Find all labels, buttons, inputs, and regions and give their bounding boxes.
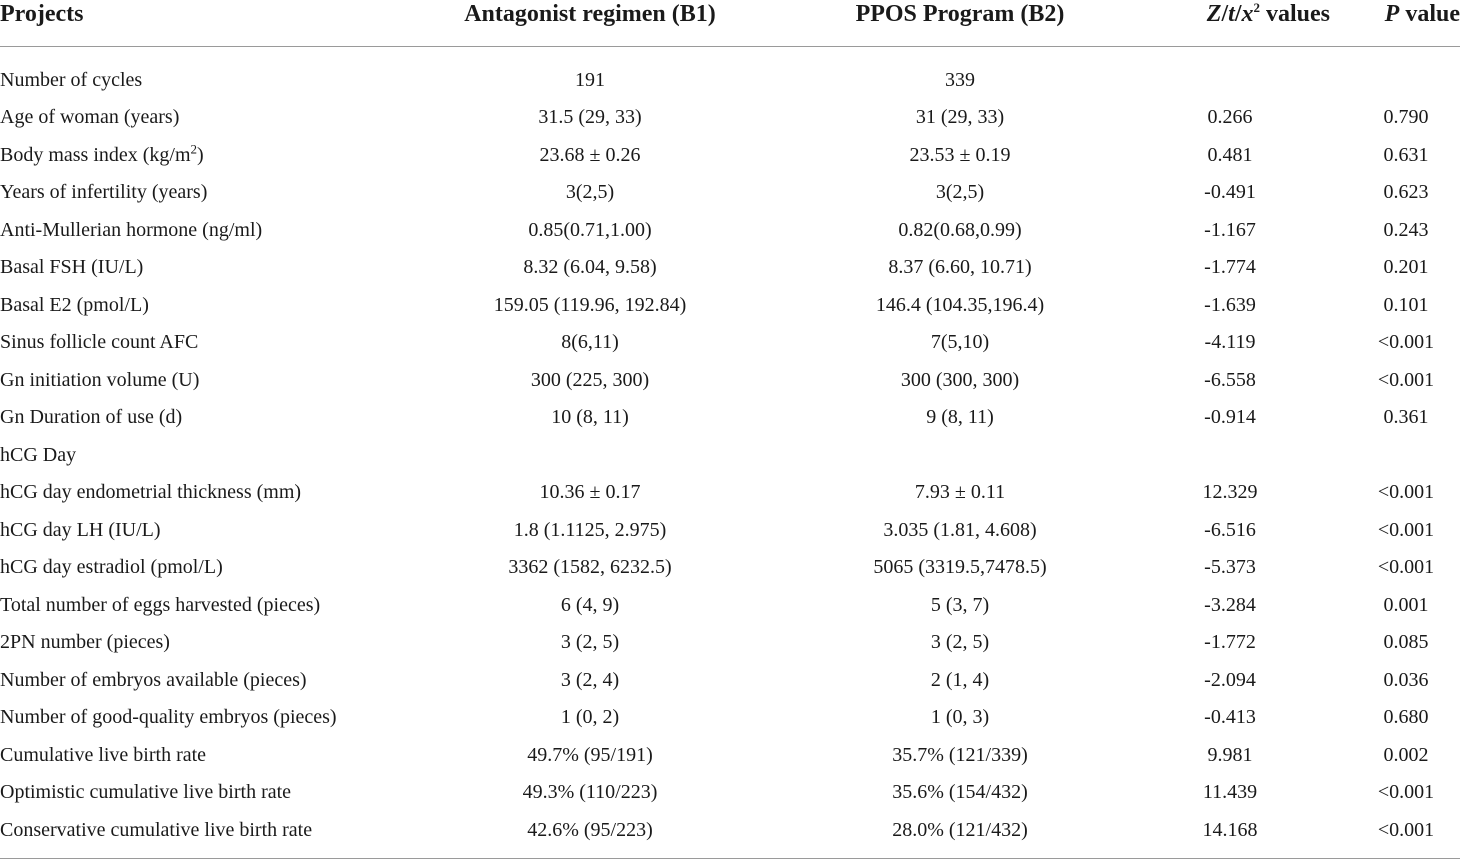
table-row <box>0 286 1460 324</box>
header-test-statistic <box>1100 0 1330 47</box>
p-value: <0.001 <box>1377 781 1435 804</box>
test-statistic-value: 0.481 <box>1207 143 1253 166</box>
ppos-value-cell: 2 (1, 4) <box>930 668 990 691</box>
ppos-value-cell: 5065 (3319.5,7478.5) <box>873 556 1047 579</box>
row-label-cell <box>0 586 400 624</box>
header-row <box>0 0 1460 47</box>
ppos-value-cell: 3.035 (1.81, 4.608) <box>883 518 1037 541</box>
antagonist-value-cell: 3 (2, 4) <box>560 668 620 691</box>
table-row <box>0 661 1460 699</box>
row-label-cell <box>0 474 400 512</box>
table-row <box>0 174 1460 212</box>
p-value-cell <box>1330 361 1460 399</box>
test-statistic-cell <box>1100 586 1330 624</box>
p-value: 0.085 <box>1383 631 1429 654</box>
table-row <box>0 211 1460 249</box>
test-statistic-value: -4.119 <box>1204 331 1256 354</box>
ppos-value-cell: 28.0% (121/432) <box>892 818 1028 841</box>
antagonist-value-cell: 10.36 ± 0.17 <box>539 481 641 504</box>
antagonist-value-cell: 159.05 (119.96, 192.84) <box>493 293 687 316</box>
antagonist-value-cell: 42.6% (95/223) <box>527 818 653 841</box>
row-label-cell <box>0 136 400 174</box>
row-label-cell <box>0 249 400 287</box>
test-statistic-value: -1.639 <box>1204 293 1256 316</box>
table-row <box>0 511 1460 549</box>
table-bottom-rule <box>0 858 1460 859</box>
p-value-cell <box>1330 174 1460 212</box>
p-value: 0.790 <box>1383 106 1429 129</box>
p-value-cell <box>1330 399 1460 437</box>
table-header <box>0 0 1460 47</box>
p-value-cell <box>1330 774 1460 812</box>
test-statistic-cell <box>1100 249 1330 287</box>
p-value: <0.001 <box>1377 818 1435 841</box>
p-value: 0.002 <box>1383 743 1429 766</box>
antagonist-value-cell: 23.68 ± 0.26 <box>539 143 641 166</box>
test-statistic-value: 12.329 <box>1202 481 1258 504</box>
p-value: 0.680 <box>1383 706 1429 729</box>
test-statistic-cell <box>1100 324 1330 362</box>
antagonist-value-cell: 10 (8, 11) <box>551 406 629 429</box>
table-row <box>0 324 1460 362</box>
p-value-cell <box>1330 511 1460 549</box>
table-row <box>0 549 1460 587</box>
row-label: Number of good-quality embryos (pieces) <box>0 706 337 729</box>
antagonist-value-cell: 49.7% (95/191) <box>527 743 653 766</box>
row-label: hCG day LH (IU/L) <box>0 518 161 541</box>
row-label: Basal FSH (IU/L) <box>0 256 144 279</box>
row-label: Gn Duration of use (d) <box>0 406 183 429</box>
header-p-symbol: P <box>1384 1 1400 27</box>
row-label-cell <box>0 211 400 249</box>
p-value-cell <box>1330 624 1460 662</box>
ppos-value-cell: 3(2,5) <box>935 181 985 204</box>
row-label-cell <box>0 324 400 362</box>
table-row <box>0 474 1460 512</box>
ppos-value-cell: 0.82(0.68,0.99) <box>898 218 1022 241</box>
table-row <box>0 586 1460 624</box>
test-statistic-value: -1.167 <box>1204 218 1256 241</box>
row-label-cell <box>0 436 400 474</box>
table-row <box>0 699 1460 737</box>
test-statistic-cell <box>1100 436 1330 474</box>
p-value-cell <box>1330 549 1460 587</box>
p-value-cell <box>1330 249 1460 287</box>
header-values-suffix: values <box>1259 1 1330 27</box>
p-value-cell <box>1330 736 1460 774</box>
row-label-cell <box>0 811 400 849</box>
ppos-value-cell: 339 <box>945 68 975 91</box>
p-value: 0.201 <box>1383 256 1429 279</box>
p-value: <0.001 <box>1377 331 1435 354</box>
header-x-superscript: 2 <box>1253 0 1260 15</box>
table-spacer-cell <box>0 47 1460 62</box>
row-label: Cumulative live birth rate <box>0 743 207 766</box>
ppos-value-cell: 1 (0, 3) <box>930 706 990 729</box>
row-label-cell <box>0 399 400 437</box>
row-label: 2PN number (pieces) <box>0 631 170 654</box>
row-label: Age of woman (years) <box>0 106 180 129</box>
test-statistic-cell <box>1100 511 1330 549</box>
test-statistic-cell <box>1100 286 1330 324</box>
antagonist-value-cell: 300 (225, 300) <box>530 368 650 391</box>
row-label-cell <box>0 549 400 587</box>
test-statistic-value: 9.981 <box>1207 743 1253 766</box>
ppos-value-cell: 35.6% (154/432) <box>892 781 1028 804</box>
header-t-symbol: t <box>1228 1 1235 27</box>
p-value-cell <box>1330 699 1460 737</box>
test-statistic-value: -1.772 <box>1204 631 1256 654</box>
antagonist-value-cell: 1 (0, 2) <box>560 706 620 729</box>
test-statistic-cell <box>1100 361 1330 399</box>
p-value: <0.001 <box>1377 368 1435 391</box>
test-statistic-cell <box>1100 474 1330 512</box>
p-value: 0.631 <box>1383 143 1429 166</box>
test-statistic-value: 11.439 <box>1202 781 1258 804</box>
header-p-value <box>1330 0 1460 47</box>
antagonist-value-cell: 49.3% (110/223) <box>522 781 658 804</box>
row-label-cell <box>0 361 400 399</box>
antagonist-value-cell: 3 (2, 5) <box>560 631 620 654</box>
ppos-value-cell: 300 (300, 300) <box>900 368 1020 391</box>
row-label: Basal E2 (pmol/L) <box>0 293 149 316</box>
ppos-value-cell <box>780 436 1100 474</box>
table-row <box>0 399 1460 437</box>
antagonist-value-cell: 1.8 (1.1125, 2.975) <box>513 518 667 541</box>
test-statistic-value: -3.284 <box>1204 593 1256 616</box>
test-statistic-value: 0.266 <box>1207 106 1253 129</box>
table-row <box>0 736 1460 774</box>
table-row <box>0 136 1460 174</box>
p-value: 0.001 <box>1383 593 1429 616</box>
table-row <box>0 774 1460 812</box>
ppos-value-cell: 35.7% (121/339) <box>892 743 1028 766</box>
p-value: 0.036 <box>1383 668 1429 691</box>
row-label: hCG day endometrial thickness (mm) <box>0 481 302 504</box>
row-label: Optimistic cumulative live birth rate <box>0 781 292 804</box>
test-statistic-cell <box>1100 699 1330 737</box>
antagonist-value-cell <box>400 436 780 474</box>
antagonist-value-cell: 0.85(0.71,1.00) <box>528 218 652 241</box>
row-label-cell <box>0 174 400 212</box>
antagonist-value-cell: 31.5 (29, 33) <box>538 106 642 129</box>
p-value-cell <box>1330 324 1460 362</box>
ppos-value-cell: 31 (29, 33) <box>915 106 1005 129</box>
header-x-symbol: x <box>1241 1 1254 27</box>
row-label-cell <box>0 99 400 137</box>
row-label: Years of infertility (years) <box>0 181 208 204</box>
header-antagonist-regimen: Antagonist regimen (B1) <box>400 0 780 47</box>
row-label-cell <box>0 61 400 99</box>
test-statistic-cell <box>1100 211 1330 249</box>
row-label-superscript: 2 <box>190 141 198 157</box>
p-value-cell <box>1330 99 1460 137</box>
row-label: Anti-Mullerian hormone (ng/ml) <box>0 218 263 241</box>
test-statistic-value: -6.516 <box>1204 518 1256 541</box>
row-label-cell <box>0 661 400 699</box>
p-value-cell <box>1330 286 1460 324</box>
row-label-cell <box>0 774 400 812</box>
p-value-cell <box>1330 61 1460 99</box>
ppos-value-cell: 3 (2, 5) <box>930 631 990 654</box>
test-statistic-cell <box>1100 549 1330 587</box>
test-statistic-value: -0.491 <box>1204 181 1256 204</box>
ppos-value-cell: 7(5,10) <box>930 331 990 354</box>
antagonist-value-cell: 191 <box>575 68 605 91</box>
row-label: Conservative cumulative live birth rate <box>0 818 313 841</box>
p-value: 0.101 <box>1383 293 1429 316</box>
p-value-cell <box>1330 436 1460 474</box>
table-row <box>0 361 1460 399</box>
table-row <box>0 811 1460 849</box>
p-value: <0.001 <box>1377 481 1435 504</box>
antagonist-value-cell: 8.32 (6.04, 9.58) <box>523 256 657 279</box>
table-row <box>0 436 1460 474</box>
test-statistic-value: -0.914 <box>1204 406 1256 429</box>
row-label: Body mass index (kg/m <box>0 143 191 166</box>
row-label-cell <box>0 699 400 737</box>
p-value: 0.361 <box>1383 406 1429 429</box>
ppos-value-cell: 8.37 (6.60, 10.71) <box>888 256 1032 279</box>
test-statistic-value: -5.373 <box>1204 556 1256 579</box>
antagonist-value-cell: 3362 (1582, 6232.5) <box>508 556 672 579</box>
test-statistic-cell <box>1100 174 1330 212</box>
row-label: Number of embryos available (pieces) <box>0 668 307 691</box>
header-projects: Projects <box>0 0 400 47</box>
test-statistic-cell <box>1100 774 1330 812</box>
test-statistic-cell <box>1100 99 1330 137</box>
ppos-value-cell: 146.4 (104.35,196.4) <box>875 293 1045 316</box>
test-statistic-value: -6.558 <box>1204 368 1256 391</box>
p-value-cell <box>1330 211 1460 249</box>
test-statistic-cell <box>1100 811 1330 849</box>
p-value: 0.243 <box>1383 218 1429 241</box>
row-label-cell <box>0 286 400 324</box>
p-value-cell <box>1330 811 1460 849</box>
test-statistic-cell <box>1100 736 1330 774</box>
ppos-value-cell: 9 (8, 11) <box>926 406 994 429</box>
header-p-suffix: value <box>1399 1 1460 27</box>
row-label: Sinus follicle count AFC <box>0 331 199 354</box>
p-value-cell <box>1330 474 1460 512</box>
test-statistic-cell <box>1100 661 1330 699</box>
table-row <box>0 61 1460 99</box>
p-value: 0.623 <box>1383 181 1429 204</box>
test-statistic-cell <box>1100 61 1330 99</box>
row-label-tail: ) <box>197 143 204 166</box>
header-ppos-program: PPOS Program (B2) <box>780 0 1100 47</box>
test-statistic-cell <box>1100 399 1330 437</box>
test-statistic-value: -0.413 <box>1204 706 1256 729</box>
ppos-value-cell: 5 (3, 7) <box>930 593 990 616</box>
test-statistic-value: -1.774 <box>1204 256 1256 279</box>
p-value: <0.001 <box>1377 556 1435 579</box>
row-label-cell <box>0 736 400 774</box>
table-row <box>0 99 1460 137</box>
test-statistic-cell <box>1100 136 1330 174</box>
row-label: Gn initiation volume (U) <box>0 368 200 391</box>
row-label: hCG Day <box>0 443 77 466</box>
header-z-symbol: Z <box>1206 1 1222 27</box>
antagonist-value-cell: 6 (4, 9) <box>560 593 620 616</box>
row-label-cell <box>0 624 400 662</box>
antagonist-value-cell: 8(6,11) <box>561 331 619 354</box>
header-slash-1: / <box>1221 1 1229 27</box>
ppos-value-cell: 7.93 ± 0.11 <box>914 481 1006 504</box>
ppos-value-cell: 23.53 ± 0.19 <box>909 143 1011 166</box>
test-statistic-value: -2.094 <box>1204 668 1256 691</box>
row-label: Number of cycles <box>0 68 143 91</box>
p-value-cell <box>1330 136 1460 174</box>
test-statistic-value: 14.168 <box>1202 818 1258 841</box>
antagonist-value-cell: 3(2,5) <box>565 181 615 204</box>
table-row <box>0 624 1460 662</box>
row-label: Total number of eggs harvested (pieces) <box>0 593 321 616</box>
p-value: <0.001 <box>1377 518 1435 541</box>
table-spacer-row <box>0 47 1460 62</box>
table-row <box>0 249 1460 287</box>
p-value-cell <box>1330 661 1460 699</box>
row-label: hCG day estradiol (pmol/L) <box>0 556 223 579</box>
table-body <box>0 47 1460 849</box>
row-label-cell <box>0 511 400 549</box>
test-statistic-cell <box>1100 624 1330 662</box>
header-slash-2: / <box>1234 1 1242 27</box>
p-value-cell <box>1330 586 1460 624</box>
